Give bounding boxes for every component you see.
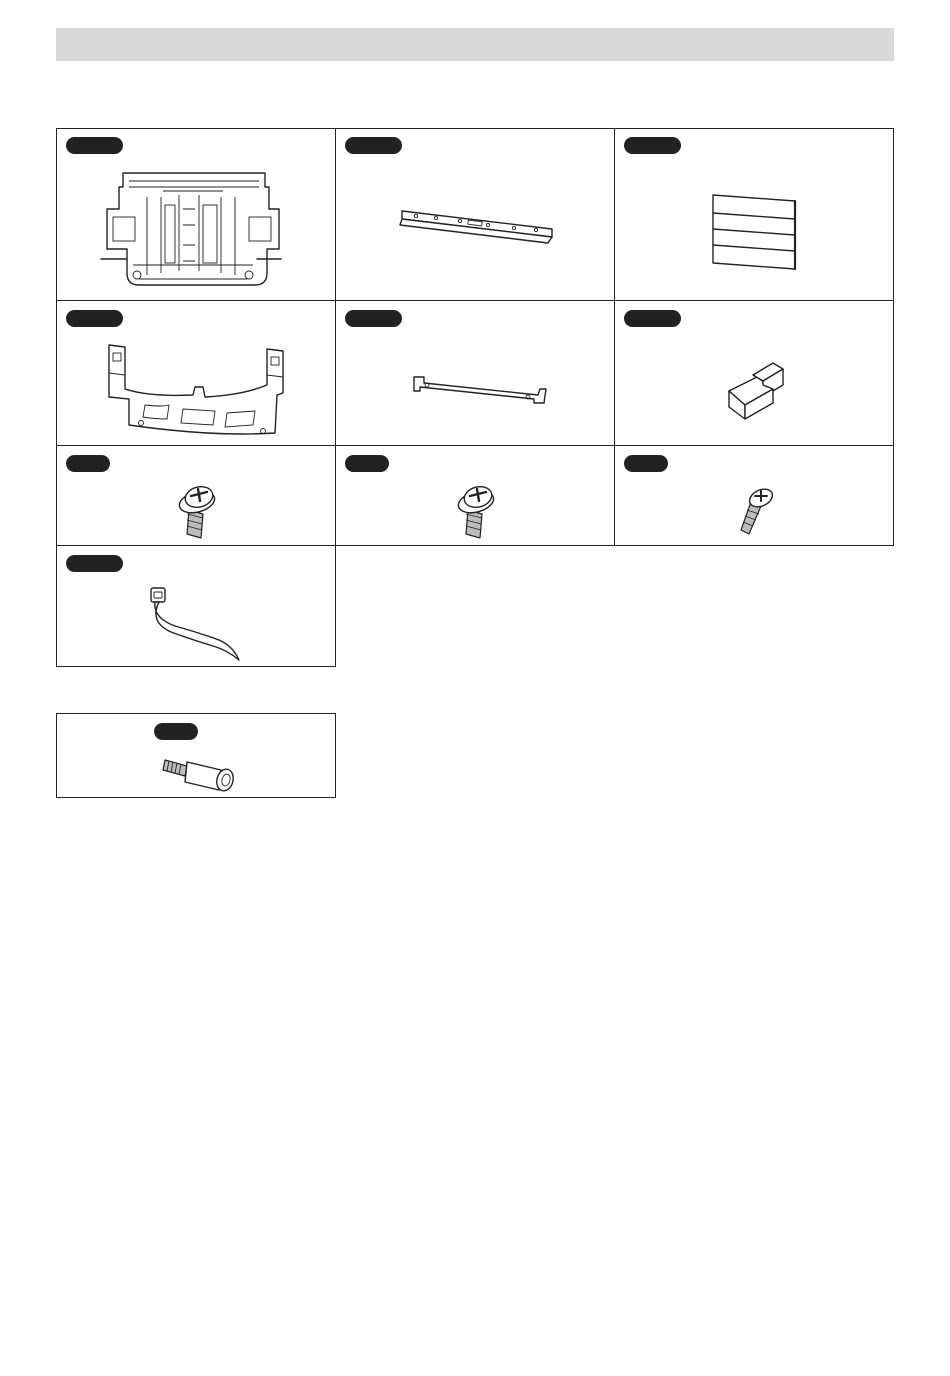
part-cell-spacer-block bbox=[614, 300, 894, 446]
long-screw-icon bbox=[737, 484, 777, 540]
part-cell-cable-tie bbox=[56, 545, 336, 667]
part-badge bbox=[66, 555, 123, 572]
section-header-bar bbox=[56, 28, 894, 61]
cable-tie-icon bbox=[147, 584, 247, 664]
part-cell-screw-large-1 bbox=[56, 445, 336, 546]
part-cell-template-sheet bbox=[614, 128, 894, 301]
spacer-block-icon bbox=[723, 355, 787, 425]
short-bar-icon bbox=[410, 373, 550, 409]
part-badge bbox=[624, 137, 681, 154]
wall-mount-bracket-icon bbox=[99, 165, 283, 297]
part-cell-tv-bracket bbox=[56, 300, 336, 446]
part-badge bbox=[66, 455, 110, 472]
tv-bracket-icon bbox=[103, 339, 299, 441]
part-badge bbox=[624, 455, 668, 472]
part-badge bbox=[345, 310, 402, 327]
template-sheet-icon bbox=[709, 191, 801, 273]
spacer-bolt-icon bbox=[159, 750, 239, 792]
part-badge bbox=[154, 723, 198, 740]
part-cell-screw-long bbox=[614, 445, 894, 546]
part-cell-long-rail bbox=[335, 128, 615, 301]
part-cell-screw-large-2 bbox=[335, 445, 615, 546]
part-badge bbox=[345, 137, 402, 154]
part-cell-short-bar bbox=[335, 300, 615, 446]
part-cell-wall-mount-bracket bbox=[56, 128, 336, 301]
part-badge bbox=[66, 310, 123, 327]
screw-icon bbox=[175, 482, 221, 542]
part-badge bbox=[66, 137, 123, 154]
long-rail-icon bbox=[398, 207, 560, 249]
screw-icon bbox=[454, 482, 500, 542]
part-cell-spacer-bolt bbox=[56, 713, 336, 798]
part-badge bbox=[624, 310, 681, 327]
part-badge bbox=[345, 455, 389, 472]
